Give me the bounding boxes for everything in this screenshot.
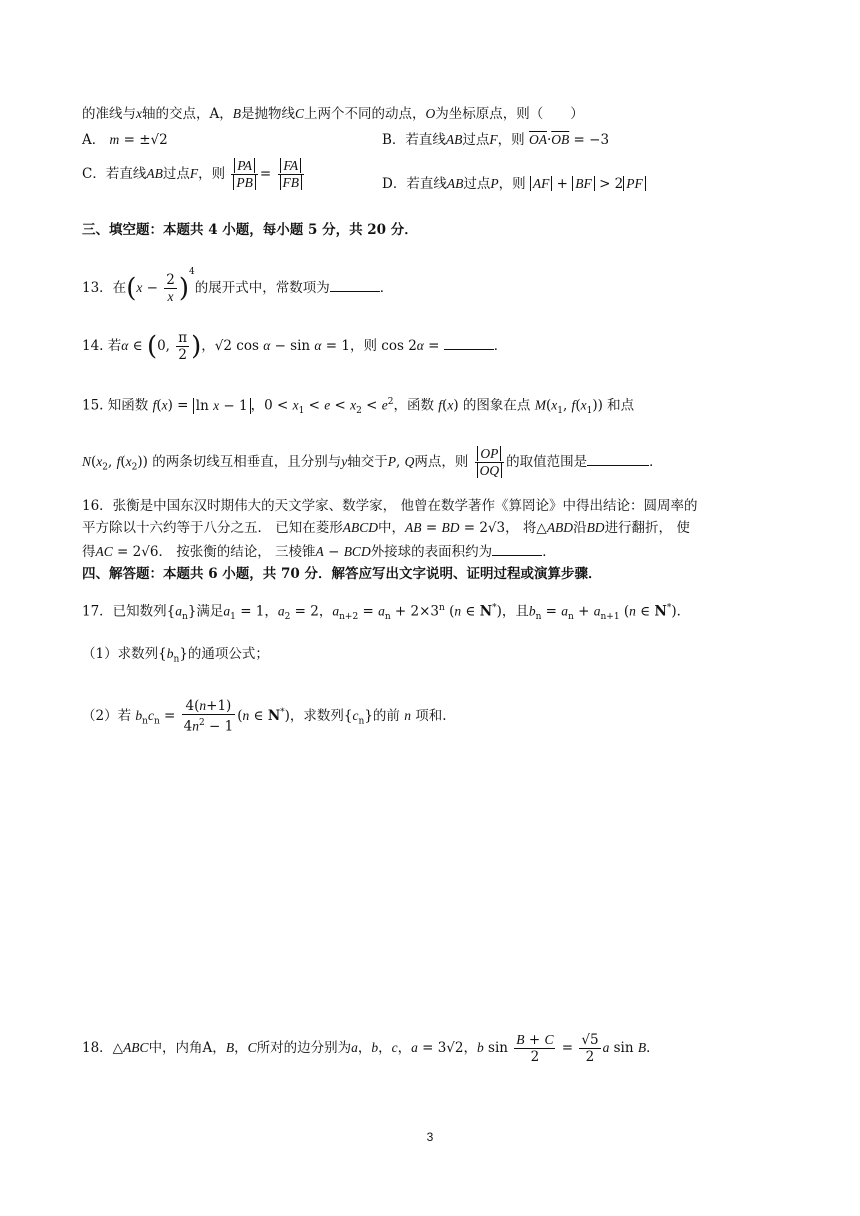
- question-17: 17．已知数列$\{a_n\}$满足$a_1 = 1$，$a_2 = 2$，$a_{n+2} = a_n + 2\times 3^n$ (n ∈ N*)，且$b_n = a_n + a_{n+1}$ (n ∈ N*)．: [82, 603, 691, 623]
- question-16-line-1: 16．张衡是中国东汉时期伟大的天文学家、数学家， 他曾在数学著作《算罔论》中得出结论：圆周率的: [82, 498, 698, 514]
- question-13: 13．在(x − $\frac{2}{x}$ )$^4$的展开式中，常数项为 ．: [82, 267, 394, 304]
- q12-option-a: A． m = ±√2: [82, 132, 168, 148]
- question-15-line-1: 15. 知函数 f(x) = ln x − 1 ，$0 < x_1 < e < x_2 < e^2$，函数 f(x) 的图象在点 $M(x_1$, $f(x_1)$) 和点: [82, 397, 635, 417]
- question-14: 14. 若α ∈ (0, $\frac{\pi}{2}$ )，√2 cos α − sin α = 1，则 cos 2α = ．: [82, 330, 508, 363]
- question-16-line-2: 平方除以十六约等于八分之五． 已知在菱形ABCD中，AB = BD = 2√3， 将△ABD沿BD进行翻折， 使: [82, 520, 690, 536]
- section-4-heading: 四、解答题：本题共 6 小题，共 70 分．解答应写出文字说明、证明过程或演算步骤．: [82, 566, 602, 582]
- question-18: 18．△ABC中，内角A，B，C所对的边分别为a，b，c，a = 3√2，b sin $\frac{B + C}{2}$ = $\frac{√5}{2}$ a sin B．: [82, 1032, 660, 1065]
- page-number: 3: [426, 1130, 434, 1144]
- q12-option-b: B．若直线AB过点F，则 $\overline{OA}\cdot\overline{OB} = -3$: [382, 132, 610, 148]
- question-16-line-3: 得AC = 2√6． 按张衡的结论， 三棱锥A − BCD外接球的表面积约为 ．: [82, 544, 556, 560]
- question-17-part-1: （1）求数列$\{b_n\}$的通项公式；: [82, 646, 269, 665]
- q12-option-c: C．若直线AB过点F，则 $\frac{PA}{PB}$ = $\frac{FA}{FB}$: [82, 158, 306, 191]
- question-17-part-2: （2）若 $b_nc_n$ = $\frac{4(n+1)}{4n^2 - 1}$ (n ∈ N*)，求数列$\{c_n\}$的前 n 项和.: [82, 698, 447, 735]
- question-15-line-2: $N(x_2$, $f(x_2)$) 的两条切线互相垂直，且分别与y轴交于P, Q两点，则 $\frac{OP}{OQ}$ 的取值范围是 ．: [82, 446, 663, 478]
- q12-tail: 的准线与x轴的交点，A，B是抛物线C上两个不同的动点，O为坐标原点，则（ ）: [82, 106, 584, 122]
- section-3-heading: 三、填空题：本题共 4 小题，每小题 5 分，共 20 分．: [82, 222, 418, 238]
- q12-option-d: D．若直线AB过点P，则 AF + BF > 2 PF: [382, 172, 646, 192]
